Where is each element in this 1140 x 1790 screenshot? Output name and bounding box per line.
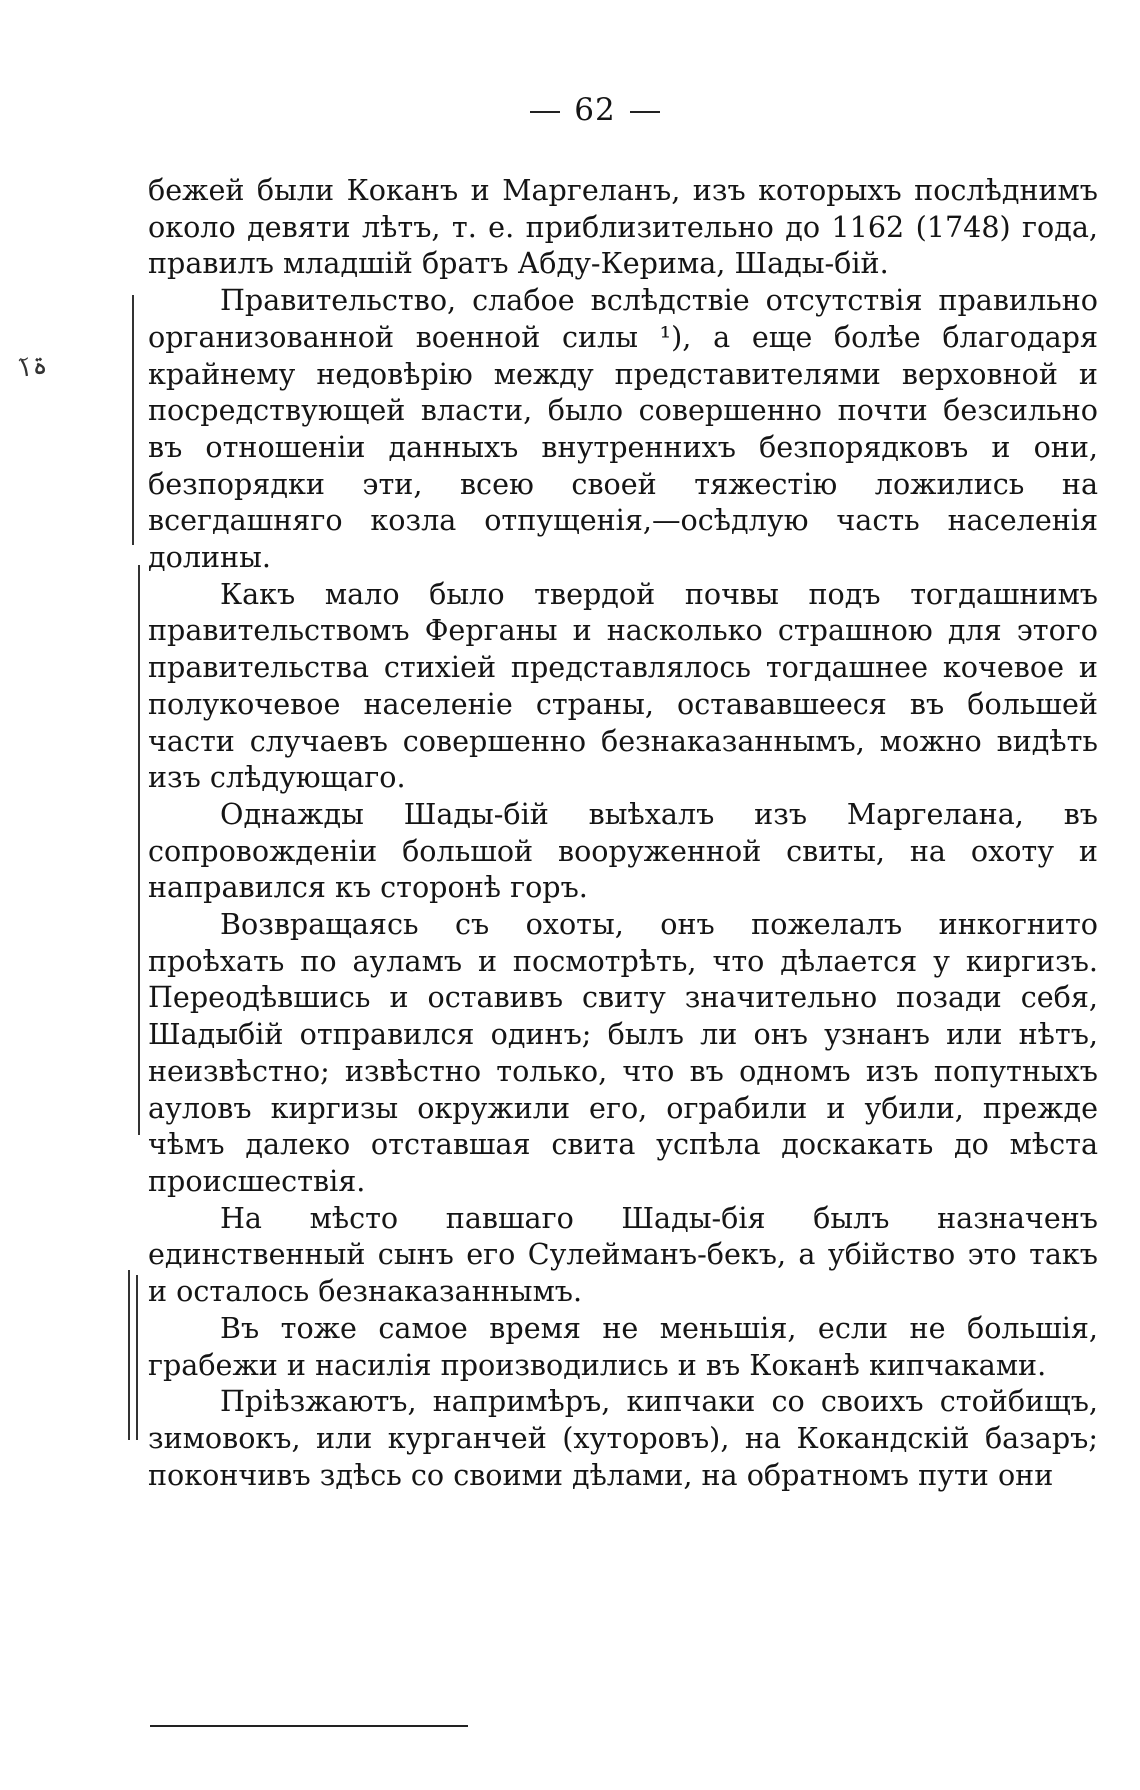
paragraph-1: бежей были Коканъ и Маргеланъ, изъ которыхъ послѣднимъ около девяти лѣтъ, т. е. приблизительно до 1162 (1748) года, правилъ младшій братъ Абду-Керима, Шады-бій. xyxy=(148,173,1098,281)
paragraph-5: Возвращаясь съ охоты, онъ пожелалъ инкогнито проѣхать по ауламъ и посмотрѣть, что дѣлается у киргизъ. Переодѣвшись и оставивъ свиту значительно позади себя, Шадыбій отправился одинъ; былъ ли онъ узнанъ или нѣтъ, неизвѣстно; извѣстно только, что въ одномъ изъ попутныхъ ауловъ киргизы окружили его, ограбили и убили, прежде чѣмъ далеко отставшая свита успѣла доскакать до мѣста происшествія. xyxy=(148,907,1098,1198)
margin-line-3 xyxy=(128,1270,130,1440)
paragraph-4: Однажды Шады-бій выѣхалъ изъ Маргелана, въ сопровожденіи большой вооруженной свиты, на охоту и направился къ сторонѣ горъ. xyxy=(148,796,1098,905)
paragraph-3: Какъ мало было твердой почвы подъ тогдашнимъ правительствомъ Ферганы и насколько страшною для этого правительства стихіей представлялось тогдашнее кочевое и полукочевое населеніе страны, остававшееся въ большей части случаевъ совершенно безнаказаннымъ, можно видѣть изъ слѣдующаго. xyxy=(148,576,1098,795)
page-number-value: 62 xyxy=(574,92,616,128)
footnote-rule xyxy=(150,1725,468,1727)
paragraph-6: На мѣсто павшаго Шады-бія былъ назначенъ единственный сынъ его Сулейманъ-бекъ, а убійство это такъ и осталось безнаказаннымъ. xyxy=(148,1200,1098,1309)
dash-left xyxy=(530,111,560,113)
margin-line-2 xyxy=(138,565,140,1135)
paragraph-7: Въ тоже самое время не меньшія, если не большія, грабежи и насилія производились и въ Коканѣ кипчаками. xyxy=(148,1310,1098,1382)
paragraph-8: Пріѣзжаютъ, напримѣръ, кипчаки со своихъ стойбищъ, зимовокъ, или курганчей (хуторовъ), на Кокандскій базаръ; покончивъ здѣсь со своими дѣлами, на обратномъ пути они xyxy=(148,1384,1098,1492)
paragraph-2: Правительство, слабое вслѣдствіе отсутствія правильно организованной военной силы ¹), а еще болѣе благодаря крайнему недовѣрію между представителями верховной и посредствующей власти, было совершенно почти безсильно въ отношеніи данныхъ внутреннихъ безпорядковъ и они, безпорядки эти, всею своей тяжестію ложились на всегдашняго козла отпущенія,—осѣдлую часть населенія долины. xyxy=(148,283,1098,575)
dash-right xyxy=(630,111,660,113)
margin-line-1 xyxy=(132,295,134,545)
page-number xyxy=(0,92,1140,128)
margin-handwritten-note: ٓ۱ۃ xyxy=(16,350,50,384)
margin-line-4 xyxy=(136,1275,138,1440)
body-text xyxy=(148,172,1098,1493)
